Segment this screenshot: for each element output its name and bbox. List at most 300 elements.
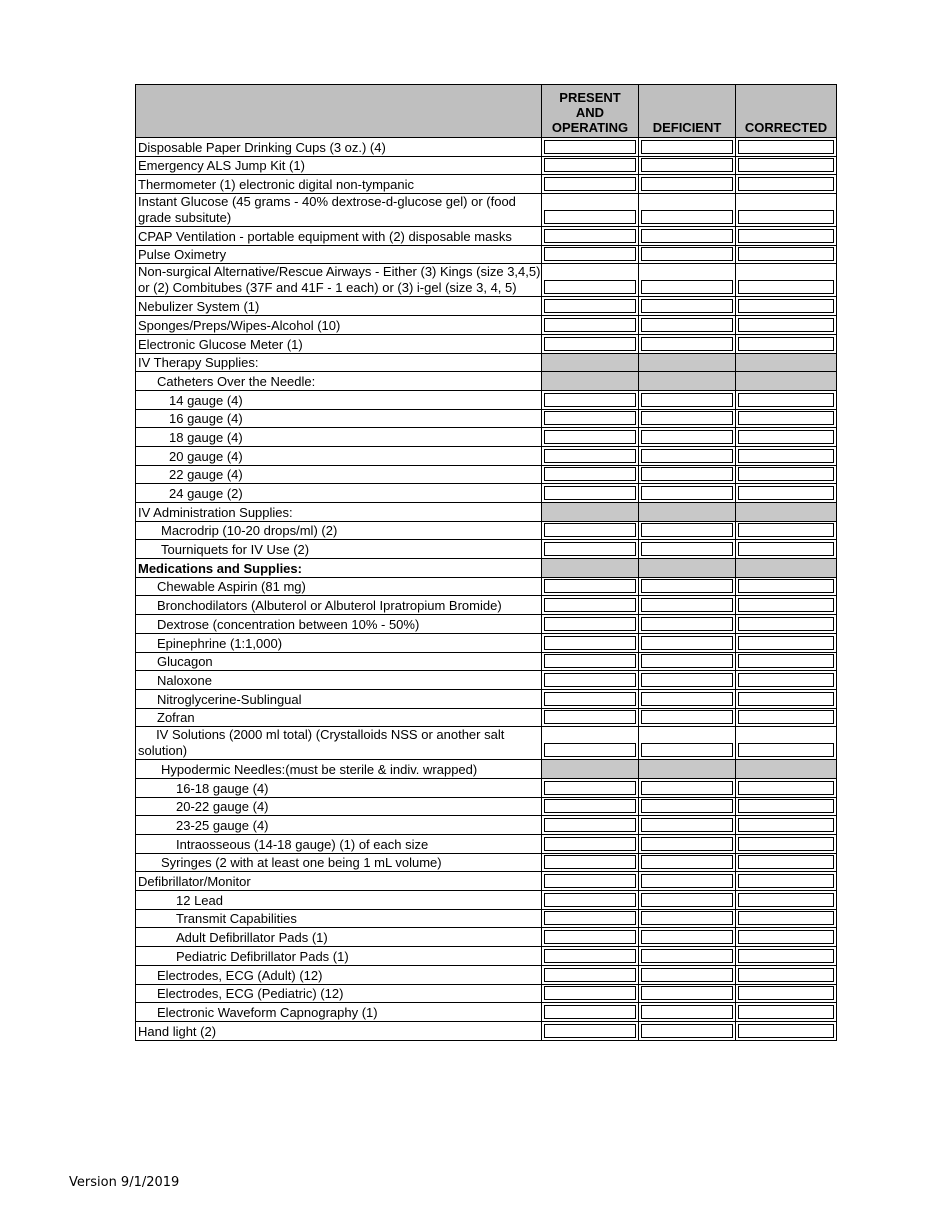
present-operating-cell: [542, 175, 639, 194]
corrected-cell: [736, 909, 837, 928]
present-operating-cell: [542, 446, 639, 465]
present-operating-checkbox[interactable]: [544, 799, 636, 813]
version-footer: Version 9/1/2019: [69, 1175, 180, 1190]
item-label: Emergency ALS Jump Kit (1): [136, 156, 542, 175]
deficient-cell: [639, 446, 736, 465]
present-operating-checkbox[interactable]: [544, 692, 636, 706]
deficient-cell: [639, 615, 736, 634]
deficient-checkbox[interactable]: [641, 430, 733, 444]
corrected-cell: [736, 835, 837, 854]
item-label: Naloxone: [136, 671, 542, 690]
present-operating-cell: [542, 334, 639, 353]
checklist-row: [136, 175, 837, 194]
present-operating-checkbox[interactable]: [544, 636, 636, 650]
item-label: Medications and Supplies:: [136, 559, 542, 578]
item-label: 12 Lead: [136, 891, 542, 910]
deficient-checkbox[interactable]: [641, 579, 733, 593]
deficient-cell: [639, 484, 736, 503]
deficient-checkbox[interactable]: [641, 337, 733, 351]
checklist-row: [136, 390, 837, 409]
deficient-cell: [639, 1021, 736, 1040]
corrected-checkbox[interactable]: [738, 874, 834, 888]
deficient-cell: [639, 596, 736, 615]
corrected-cell: [736, 891, 837, 910]
present-operating-cell: [542, 1021, 639, 1040]
corrected-checkbox[interactable]: [738, 855, 834, 869]
corrected-checkbox[interactable]: [738, 1005, 834, 1019]
item-label: Bronchodilators (Albuterol or Albuterol Ipratropium Bromide): [136, 596, 542, 615]
section-row: [136, 559, 837, 578]
present-operating-checkbox[interactable]: [544, 654, 636, 668]
deficient-cell: [639, 334, 736, 353]
checklist-row: [136, 409, 837, 428]
present-operating-cell: [542, 156, 639, 175]
checklist-row: [136, 947, 837, 966]
item-label: Pulse Oximetry: [136, 245, 542, 264]
item-label: Intraosseous (14-18 gauge) (1) of each size: [136, 835, 542, 854]
item-label: Epinephrine (1:1,000): [136, 633, 542, 652]
corrected-cell: [736, 596, 837, 615]
deficient-cell: [639, 297, 736, 316]
checklist-row: [136, 521, 837, 540]
corrected-cell: [736, 708, 837, 727]
corrected-checkbox[interactable]: [738, 654, 834, 668]
checklist-row: [136, 316, 837, 335]
deficient-cell: [639, 778, 736, 797]
corrected-checkbox[interactable]: [738, 430, 834, 444]
deficient-cell: [639, 689, 736, 708]
present-operating-checkbox[interactable]: [544, 229, 636, 243]
deficient-checkbox[interactable]: [641, 710, 733, 724]
present-operating-cell: [542, 727, 639, 760]
present-operating-cell: [542, 891, 639, 910]
present-operating-cell: [542, 465, 639, 484]
corrected-checkbox[interactable]: [738, 893, 834, 907]
present-operating-checkbox[interactable]: [544, 893, 636, 907]
present-operating-checkbox[interactable]: [544, 158, 636, 172]
item-label: IV Solutions (2000 ml total) (Crystalloids NSS or another salt solution): [136, 727, 542, 760]
corrected-checkbox[interactable]: [738, 247, 834, 261]
corrected-checkbox[interactable]: [738, 542, 834, 556]
deficient-checkbox[interactable]: [641, 486, 733, 500]
deficient-checkbox[interactable]: [641, 467, 733, 481]
deficient-checkbox[interactable]: [641, 654, 733, 668]
present-operating-checkbox[interactable]: [544, 837, 636, 851]
present-operating-checkbox[interactable]: [544, 177, 636, 191]
present-operating-cell: [542, 138, 639, 157]
present-operating-checkbox[interactable]: [544, 299, 636, 313]
corrected-cell: [736, 484, 837, 503]
checklist-row: [136, 227, 837, 246]
checklist-row: [136, 297, 837, 316]
present-operating-cell: [542, 689, 639, 708]
deficient-checkbox[interactable]: [641, 673, 733, 687]
item-label: Macrodrip (10-20 drops/ml) (2): [136, 521, 542, 540]
present-operating-cell: [542, 909, 639, 928]
item-label: Electronic Waveform Capnography (1): [136, 1003, 542, 1022]
checklist-row: [136, 245, 837, 264]
equipment-checklist-table: [135, 84, 837, 1041]
corrected-cell: [736, 428, 837, 447]
item-label: Electronic Glucose Meter (1): [136, 334, 542, 353]
corrected-cell: [736, 521, 837, 540]
deficient-cell: [639, 947, 736, 966]
deficient-checkbox[interactable]: [641, 986, 733, 1000]
checklist-row: [136, 965, 837, 984]
corrected-cell: [736, 316, 837, 335]
corrected-checkbox[interactable]: [738, 636, 834, 650]
item-label: Adult Defibrillator Pads (1): [136, 928, 542, 947]
deficient-checkbox[interactable]: [641, 299, 733, 313]
present-operating-cell: [542, 194, 639, 227]
present-operating-checkbox[interactable]: [544, 247, 636, 261]
corrected-cell: [736, 778, 837, 797]
present-operating-checkbox[interactable]: [544, 874, 636, 888]
present-operating-checkbox[interactable]: [544, 617, 636, 631]
present-operating-cell: [542, 484, 639, 503]
corrected-checkbox[interactable]: [738, 1024, 834, 1038]
corrected-cell: [736, 984, 837, 1003]
checklist-row: [136, 872, 837, 891]
deficient-checkbox[interactable]: [641, 210, 733, 224]
item-label: 20 gauge (4): [136, 446, 542, 465]
deficient-cell: [639, 465, 736, 484]
present-operating-cell: [542, 928, 639, 947]
deficient-checkbox[interactable]: [641, 874, 733, 888]
deficient-checkbox[interactable]: [641, 930, 733, 944]
corrected-checkbox[interactable]: [738, 318, 834, 332]
present-operating-cell: [542, 596, 639, 615]
checklist-row: [136, 596, 837, 615]
checklist-row: [136, 577, 837, 596]
deficient-cell: [639, 390, 736, 409]
deficient-shaded-cell: [639, 372, 736, 391]
present-header-line: PRESENT: [559, 90, 621, 105]
corrected-checkbox[interactable]: [738, 411, 834, 425]
present-operating-checkbox[interactable]: [544, 467, 636, 481]
present-operating-checkbox[interactable]: [544, 542, 636, 556]
deficient-cell: [639, 853, 736, 872]
present-operating-checkbox[interactable]: [544, 430, 636, 444]
corrected-checkbox[interactable]: [738, 986, 834, 1000]
present-operating-checkbox[interactable]: [544, 743, 636, 757]
present-operating-cell: [542, 297, 639, 316]
operating-header-line: OPERATING: [551, 120, 629, 135]
deficient-checkbox[interactable]: [641, 140, 733, 154]
item-label: Syringes (2 with at least one being 1 mL volume): [136, 853, 542, 872]
corrected-checkbox[interactable]: [738, 617, 834, 631]
corrected-cell: [736, 156, 837, 175]
corrected-cell: [736, 446, 837, 465]
deficient-checkbox[interactable]: [641, 280, 733, 294]
present-operating-checkbox[interactable]: [544, 968, 636, 982]
deficient-cell: [639, 909, 736, 928]
corrected-cell: [736, 540, 837, 559]
deficient-checkbox[interactable]: [641, 636, 733, 650]
deficient-cell: [639, 928, 736, 947]
corrected-checkbox[interactable]: [738, 449, 834, 463]
deficient-checkbox[interactable]: [641, 1024, 733, 1038]
deficient-checkbox[interactable]: [641, 781, 733, 795]
checklist-row: [136, 615, 837, 634]
corrected-checkbox[interactable]: [738, 467, 834, 481]
corrected-cell: [736, 409, 837, 428]
corrected-cell: [736, 577, 837, 596]
corrected-checkbox[interactable]: [738, 743, 834, 757]
checklist-row: [136, 465, 837, 484]
item-label: 18 gauge (4): [136, 428, 542, 447]
checklist-row: [136, 853, 837, 872]
present-operating-cell: [542, 409, 639, 428]
corrected-cell: [736, 245, 837, 264]
present-operating-checkbox[interactable]: [544, 523, 636, 537]
deficient-checkbox[interactable]: [641, 818, 733, 832]
present-operating-cell: [542, 984, 639, 1003]
corrected-checkbox[interactable]: [738, 818, 834, 832]
present-operating-checkbox[interactable]: [544, 1024, 636, 1038]
corrected-checkbox[interactable]: [738, 579, 834, 593]
corrected-checkbox[interactable]: [738, 177, 834, 191]
present-operating-cell: [542, 428, 639, 447]
item-label: Electrodes, ECG (Pediatric) (12): [136, 984, 542, 1003]
present-operating-cell: [542, 947, 639, 966]
deficient-checkbox[interactable]: [641, 968, 733, 982]
deficient-checkbox[interactable]: [641, 393, 733, 407]
section-row: [136, 353, 837, 372]
checklist-row: [136, 334, 837, 353]
checklist-row: [136, 816, 837, 835]
deficient-checkbox[interactable]: [641, 1005, 733, 1019]
present-operating-checkbox[interactable]: [544, 673, 636, 687]
deficient-cell: [639, 194, 736, 227]
checklist-row: [136, 446, 837, 465]
section-row: [136, 503, 837, 522]
item-label: Transmit Capabilities: [136, 909, 542, 928]
present-operating-checkbox[interactable]: [544, 781, 636, 795]
item-label: 22 gauge (4): [136, 465, 542, 484]
corrected-checkbox[interactable]: [738, 692, 834, 706]
checklist-row: [136, 138, 837, 157]
deficient-cell: [639, 577, 736, 596]
present-operating-checkbox[interactable]: [544, 393, 636, 407]
corrected-cell: [736, 1003, 837, 1022]
deficient-checkbox[interactable]: [641, 893, 733, 907]
present-operating-cell: [542, 872, 639, 891]
present-operating-shaded-cell: [542, 503, 639, 522]
present-operating-checkbox[interactable]: [544, 280, 636, 294]
present-operating-checkbox[interactable]: [544, 210, 636, 224]
item-label: Thermometer (1) electronic digital non-tympanic: [136, 175, 542, 194]
deficient-checkbox[interactable]: [641, 318, 733, 332]
deficient-checkbox[interactable]: [641, 523, 733, 537]
item-label: 24 gauge (2): [136, 484, 542, 503]
present-operating-checkbox[interactable]: [544, 140, 636, 154]
present-operating-cell: [542, 652, 639, 671]
checklist-body: [136, 138, 837, 1041]
deficient-checkbox[interactable]: [641, 855, 733, 869]
deficient-checkbox[interactable]: [641, 911, 733, 925]
checklist-row: [136, 928, 837, 947]
present-operating-checkbox[interactable]: [544, 986, 636, 1000]
corrected-checkbox[interactable]: [738, 837, 834, 851]
corrected-cell: [736, 965, 837, 984]
corrected-cell: [736, 1021, 837, 1040]
checklist-row: [136, 633, 837, 652]
present-operating-cell: [542, 245, 639, 264]
corrected-checkbox[interactable]: [738, 710, 834, 724]
deficient-checkbox[interactable]: [641, 692, 733, 706]
checklist-row: [136, 797, 837, 816]
present-operating-checkbox[interactable]: [544, 449, 636, 463]
corrected-checkbox[interactable]: [738, 911, 834, 925]
corrected-cell: [736, 872, 837, 891]
present-operating-checkbox[interactable]: [544, 710, 636, 724]
corrected-checkbox[interactable]: [738, 280, 834, 294]
deficient-cell: [639, 264, 736, 297]
item-label: Tourniquets for IV Use (2): [136, 540, 542, 559]
checklist-row: [136, 1003, 837, 1022]
present-operating-checkbox[interactable]: [544, 337, 636, 351]
present-operating-checkbox[interactable]: [544, 1005, 636, 1019]
corrected-cell: [736, 138, 837, 157]
and-header-line: AND: [575, 105, 605, 120]
corrected-checkbox[interactable]: [738, 229, 834, 243]
corrected-cell: [736, 853, 837, 872]
deficient-checkbox[interactable]: [641, 598, 733, 612]
item-label: 16 gauge (4): [136, 409, 542, 428]
corrected-checkbox[interactable]: [738, 949, 834, 963]
checklist-row: [136, 689, 837, 708]
corrected-cell: [736, 297, 837, 316]
corrected-cell: [736, 816, 837, 835]
deficient-checkbox[interactable]: [641, 411, 733, 425]
deficient-checkbox[interactable]: [641, 158, 733, 172]
present-operating-checkbox[interactable]: [544, 855, 636, 869]
present-operating-checkbox[interactable]: [544, 818, 636, 832]
present-operating-checkbox[interactable]: [544, 579, 636, 593]
corrected-shaded-cell: [736, 503, 837, 522]
present-operating-cell: [542, 1003, 639, 1022]
checklist-row: [136, 540, 837, 559]
item-label: Non-surgical Alternative/Rescue Airways - Either (3) Kings (size 3,4,5) or (2) Combitubes (37F and 41F - 1 each) or (3) i-gel (size 3, 4, 5): [136, 264, 542, 297]
deficient-checkbox[interactable]: [641, 449, 733, 463]
checklist-row: [136, 428, 837, 447]
present-operating-cell: [542, 540, 639, 559]
deficient-cell: [639, 521, 736, 540]
corrected-checkbox[interactable]: [738, 598, 834, 612]
item-label: 23-25 gauge (4): [136, 816, 542, 835]
deficient-checkbox[interactable]: [641, 799, 733, 813]
deficient-cell: [639, 891, 736, 910]
corrected-checkbox[interactable]: [738, 781, 834, 795]
corrected-checkbox[interactable]: [738, 968, 834, 982]
corrected-cell: [736, 264, 837, 297]
present-operating-checkbox[interactable]: [544, 411, 636, 425]
corrected-checkbox[interactable]: [738, 337, 834, 351]
checklist-row: [136, 835, 837, 854]
corrected-checkbox[interactable]: [738, 673, 834, 687]
deficient-cell: [639, 872, 736, 891]
present-operating-checkbox[interactable]: [544, 598, 636, 612]
present-operating-cell: [542, 633, 639, 652]
checklist-row: [136, 484, 837, 503]
deficient-checkbox[interactable]: [641, 542, 733, 556]
deficient-cell: [639, 138, 736, 157]
corrected-shaded-cell: [736, 353, 837, 372]
item-label: Disposable Paper Drinking Cups (3 oz.) (4): [136, 138, 542, 157]
corrected-checkbox[interactable]: [738, 210, 834, 224]
checklist-row: [136, 194, 837, 227]
deficient-checkbox[interactable]: [641, 617, 733, 631]
checklist-row: [136, 909, 837, 928]
present-operating-shaded-cell: [542, 559, 639, 578]
corrected-cell: [736, 689, 837, 708]
deficient-checkbox[interactable]: [641, 949, 733, 963]
present-operating-cell: [542, 615, 639, 634]
item-label: Glucagon: [136, 652, 542, 671]
present-operating-cell: [542, 521, 639, 540]
present-operating-cell: [542, 853, 639, 872]
present-operating-checkbox[interactable]: [544, 318, 636, 332]
present-operating-shaded-cell: [542, 760, 639, 779]
item-label: Nitroglycerine-Sublingual: [136, 689, 542, 708]
deficient-cell: [639, 409, 736, 428]
deficient-cell: [639, 316, 736, 335]
deficient-checkbox[interactable]: [641, 177, 733, 191]
deficient-cell: [639, 245, 736, 264]
deficient-cell: [639, 175, 736, 194]
corrected-checkbox[interactable]: [738, 930, 834, 944]
corrected-checkbox[interactable]: [738, 523, 834, 537]
deficient-cell: [639, 984, 736, 1003]
corrected-checkbox[interactable]: [738, 486, 834, 500]
table-header-row: [136, 85, 837, 138]
deficient-checkbox[interactable]: [641, 229, 733, 243]
corrected-cell: [736, 652, 837, 671]
corrected-cell: [736, 194, 837, 227]
present-operating-checkbox[interactable]: [544, 911, 636, 925]
item-label: Catheters Over the Needle:: [136, 372, 542, 391]
corrected-cell: [736, 390, 837, 409]
present-operating-checkbox[interactable]: [544, 486, 636, 500]
corrected-checkbox[interactable]: [738, 799, 834, 813]
deficient-checkbox[interactable]: [641, 247, 733, 261]
corrected-checkbox[interactable]: [738, 140, 834, 154]
corrected-shaded-cell: [736, 372, 837, 391]
corrected-checkbox[interactable]: [738, 158, 834, 172]
present-operating-cell: [542, 835, 639, 854]
item-label: Nebulizer System (1): [136, 297, 542, 316]
present-operating-checkbox[interactable]: [544, 930, 636, 944]
corrected-shaded-cell: [736, 760, 837, 779]
corrected-checkbox[interactable]: [738, 393, 834, 407]
deficient-column-header: DEFICIENT: [639, 85, 736, 138]
deficient-cell: [639, 835, 736, 854]
present-operating-cell: [542, 390, 639, 409]
item-label: Hand light (2): [136, 1021, 542, 1040]
checklist-row: [136, 1021, 837, 1040]
checklist-row: [136, 156, 837, 175]
present-operating-cell: [542, 778, 639, 797]
checklist-row: [136, 778, 837, 797]
deficient-checkbox[interactable]: [641, 837, 733, 851]
present-operating-checkbox[interactable]: [544, 949, 636, 963]
deficient-cell: [639, 1003, 736, 1022]
deficient-shaded-cell: [639, 503, 736, 522]
corrected-checkbox[interactable]: [738, 299, 834, 313]
deficient-cell: [639, 540, 736, 559]
deficient-checkbox[interactable]: [641, 743, 733, 757]
